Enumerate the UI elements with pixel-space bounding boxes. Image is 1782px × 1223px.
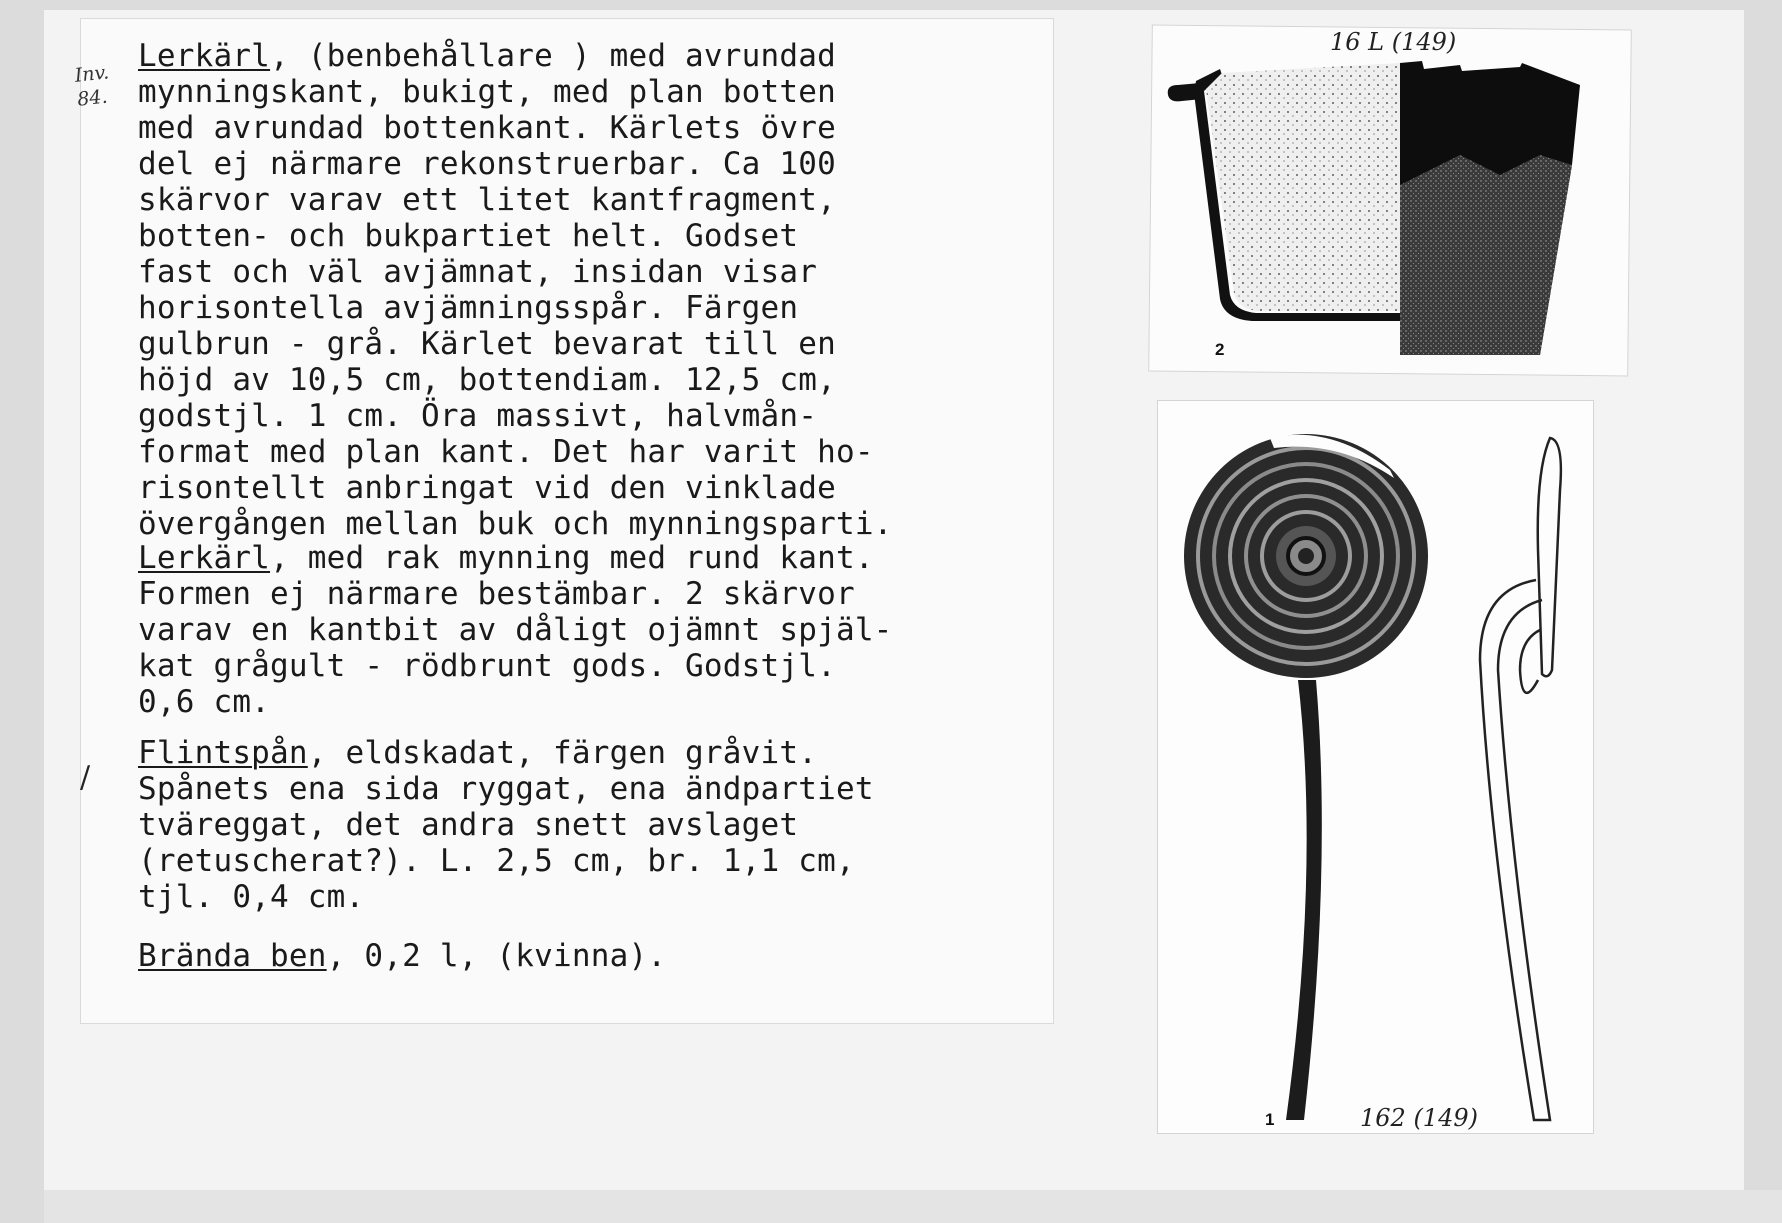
entry-line: övergången mellan buk och mynningsparti. [138, 506, 893, 542]
entry-line: Flintspån, eldskadat, färgen gråvit. [138, 735, 818, 771]
entry-line: Spånets ena sida ryggat, ena ändpartiet [138, 771, 874, 807]
entry-line: botten- och bukpartiet helt. Godset [138, 218, 799, 254]
pot-interior [1206, 63, 1400, 311]
spiral-pin-drawing [1180, 430, 1600, 1130]
pot-drawing [1160, 55, 1620, 365]
entry-line: format med plan kant. Det har varit ho- [138, 434, 874, 470]
entry-line: godstjl. 1 cm. Öra massivt, halvmån- [138, 398, 818, 434]
figure-1-number: 1 [1265, 1110, 1275, 1129]
entry-branda-ben [138, 938, 666, 974]
side-view-head [1538, 438, 1561, 676]
entry-line: (retuscherat?). L. 2,5 cm, br. 1,1 cm, [138, 843, 855, 879]
figure-2-annotation: 16 L (149) [1330, 28, 1457, 56]
figure-1-annotation: 162 (149) [1360, 1104, 1478, 1132]
entry-heading: Lerkärl [138, 38, 271, 74]
entry-line: 0,6 cm. [138, 684, 271, 720]
pot-exterior-texture [1400, 155, 1572, 355]
spiral-head [1184, 434, 1428, 678]
entry-heading: Brända ben [138, 938, 327, 974]
margin-note-line: 84. [76, 85, 109, 111]
entry-flintspan [138, 735, 874, 915]
entry-line: Lerkärl, (benbehållare ) med avrundad [138, 38, 836, 74]
entry-line: med avrundad bottenkant. Kärlets övre [138, 110, 836, 146]
pin-shaft [1286, 680, 1322, 1120]
side-view-shaft [1480, 580, 1550, 1120]
entry-line: fast och väl avjämnat, insidan visar [138, 254, 818, 290]
margin-note-line: Inv. [73, 61, 111, 87]
entry-line: Lerkärl, med rak mynning med rund kant. [138, 540, 874, 576]
entry-line: tväreggat, det andra snett avslaget [138, 807, 799, 843]
entry-lerkarl-1 [138, 38, 893, 542]
entry-line: del ej närmare rekonstruerbar. Ca 100 [138, 146, 836, 182]
entry-line: mynningskant, bukigt, med plan botten [138, 74, 836, 110]
entry-line: Formen ej närmare bestämbar. 2 skärvor [138, 576, 855, 612]
entry-line: kat grågult - rödbrunt gods. Godstjl. [138, 648, 836, 684]
entry-line: höjd av 10,5 cm, bottendiam. 12,5 cm, [138, 362, 836, 398]
entry-line: gulbrun - grå. Kärlet bevarat till en [138, 326, 836, 362]
side-view-ear [1520, 630, 1540, 693]
entry-heading: Flintspån [138, 735, 308, 771]
margin-tick-mark: / [80, 760, 91, 795]
entry-line: horisontella avjämningsspår. Färgen [138, 290, 799, 326]
entry-line: varav en kantbit av dåligt ojämnt spjäl- [138, 612, 893, 648]
entry-heading: Lerkärl [138, 540, 271, 576]
entry-line: Brända ben, 0,2 l, (kvinna). [138, 938, 667, 974]
entry-line: risontellt anbringat vid den vinklade [138, 470, 836, 506]
entry-lerkarl-2 [138, 540, 893, 720]
inventory-margin-note [74, 60, 113, 111]
card-edge [44, 1190, 1782, 1223]
figure-2-number: 2 [1215, 340, 1225, 359]
entry-line: skärvor varav ett litet kantfragment, [138, 182, 836, 218]
entry-line: tjl. 0,4 cm. [138, 879, 365, 915]
